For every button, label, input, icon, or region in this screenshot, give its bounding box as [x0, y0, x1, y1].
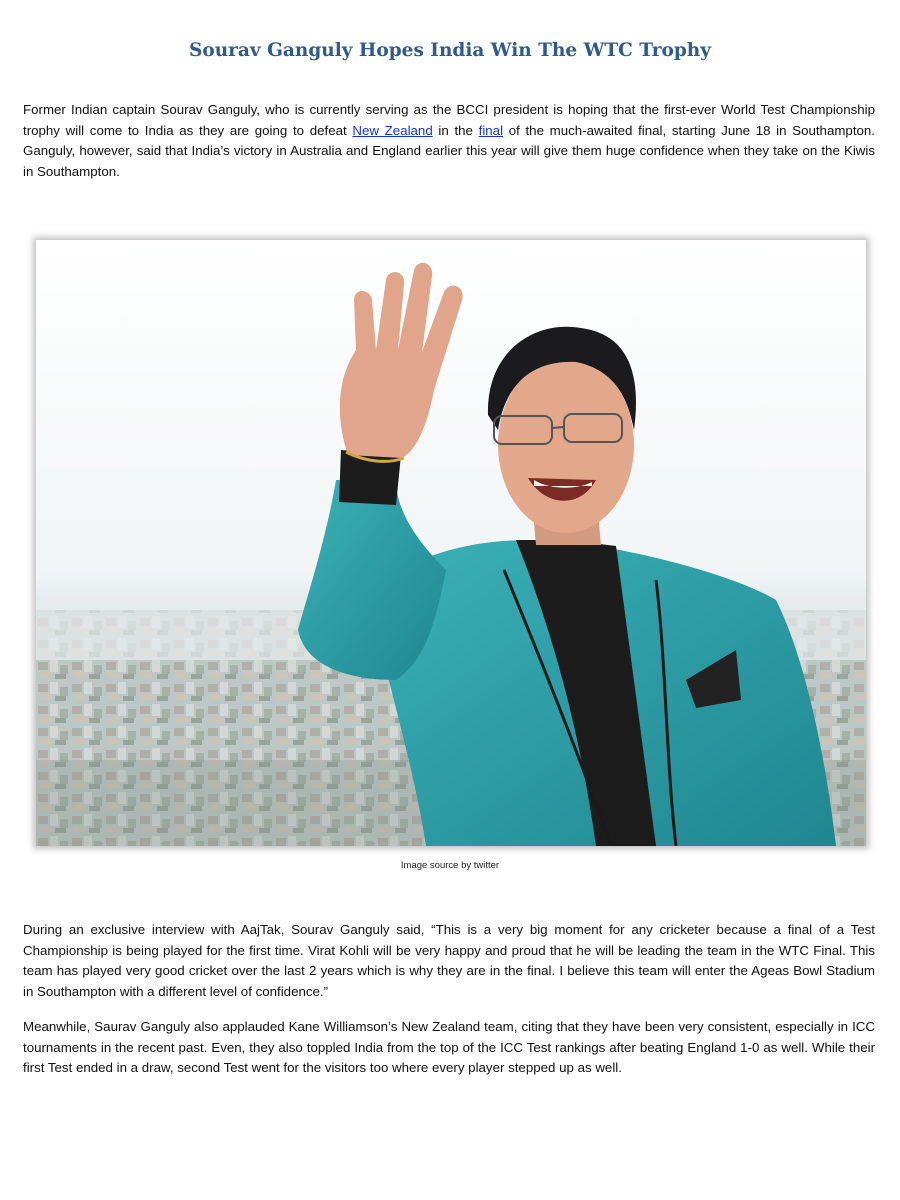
intro-text-3: of the much-awaited final, starting June 18 in Southampton. Ganguly, however, said that India’s victory in Australia and England earlier this year will give them huge confidence when they take on the Kiwis in Southampton.	[23, 122, 875, 179]
ganguly-waving-photo	[36, 240, 866, 846]
article-photo	[36, 240, 866, 846]
final-link[interactable]: final	[478, 122, 504, 138]
image-caption: Image source by twitter	[400, 860, 500, 871]
intro-text-1: Former Indian captain Sourav Ganguly, who is currently serving as the BCCI president is hoping that the first-ever World Test Championship trophy will come to India as they are going to defeat	[23, 102, 875, 138]
interview-paragraph: During an exclusive interview with AajTak, Sourav Ganguly said, “This is a very big moment for any cricketer because a final of a Test Championship is being played for the first time. Virat Kohli will be very happy and proud that he will be leading the team in the WTC Final. This team has played very good cricket over the last 2 years which is why they are in the final. I believe this team will enter the Ageas Bowl Stadium in Southampton with a different level of confidence.”	[23, 922, 875, 999]
closing-paragraph: Meanwhile, Saurav Ganguly also applauded Kane Williamson’s New Zealand team, citing that they have been very consistent, especially in ICC tournaments in the recent past. Even, they also toppled India from the top of the ICC Test rankings after beating England 1-0 as well. While their first Test ended in a draw, second Test went for the visitors too where every player stepped up as well.	[23, 1019, 875, 1076]
new-zealand-link[interactable]: New Zealand	[352, 122, 433, 138]
article-title: Sourav Ganguly Hopes India Win The WTC Trophy	[189, 40, 711, 61]
intro-paragraph	[23, 100, 875, 182]
intro-text-2: in the	[432, 122, 479, 138]
